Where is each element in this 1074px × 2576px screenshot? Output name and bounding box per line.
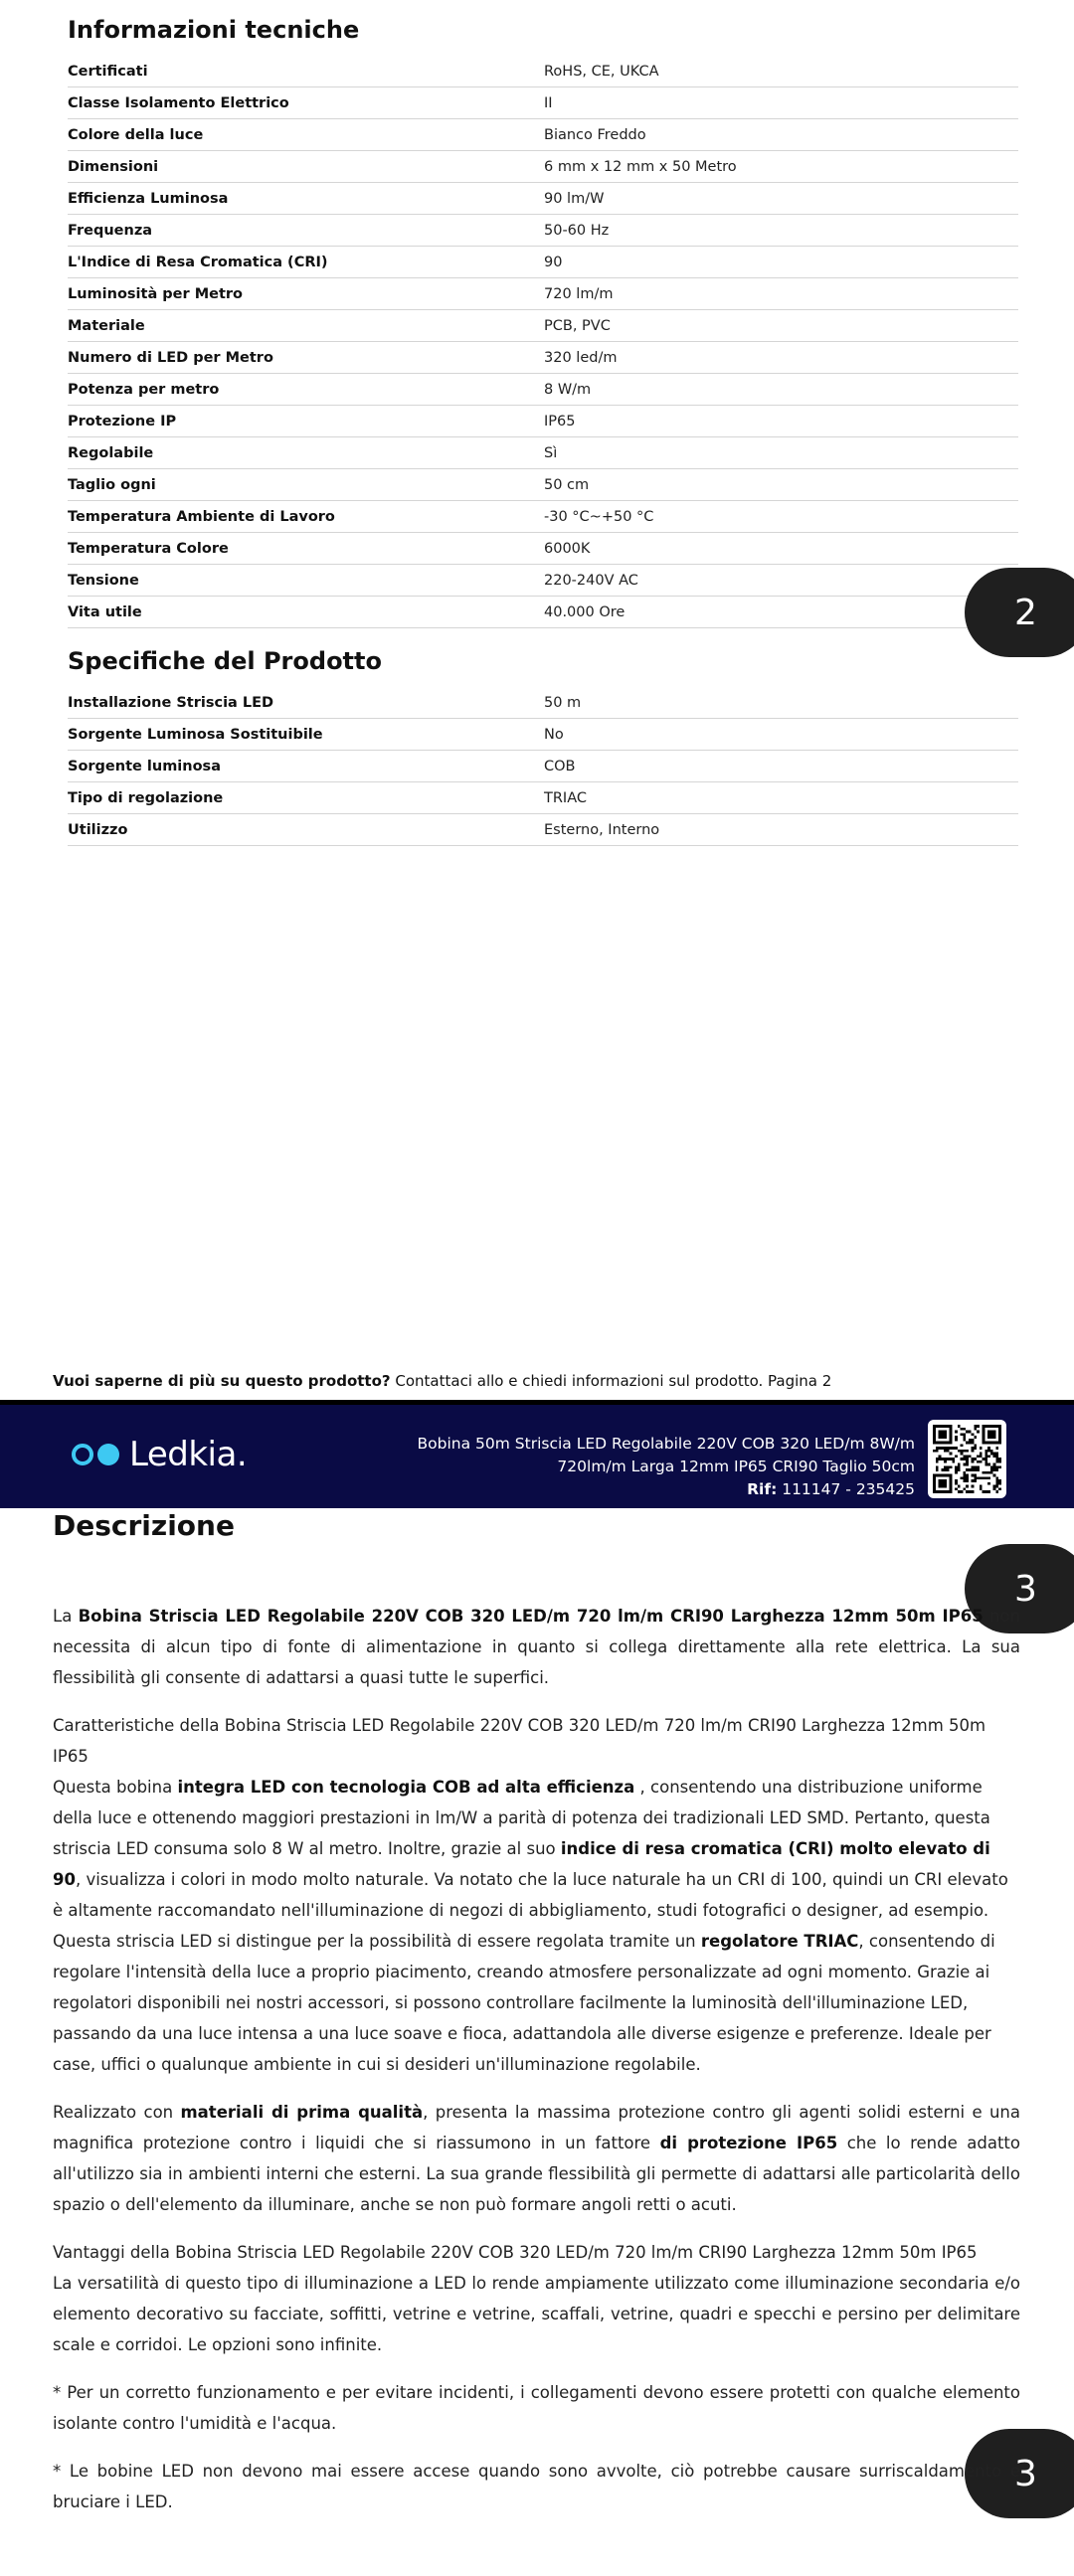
features-heading: Caratteristiche della Bobina Striscia LED Regolabile 220V COB 320 LED/m 720 lm/m CRI90 Larghezza 12mm 50m IP65 (53, 1716, 986, 1766)
spec-value: 320 led/m (544, 349, 618, 366)
spec-label: Tipo di regolazione (68, 789, 224, 806)
spec-label: Sorgente Luminosa Sostituibile (68, 726, 323, 743)
spec-label: Regolabile (68, 444, 154, 461)
description-paragraph: Vantaggi della Bobina Striscia LED Regolabile 220V COB 320 LED/m 720 lm/m CRI90 Larghezza 12mm 50m IP65 La versatilità di questo tipo di illuminazione a LED lo rende ampiamente utilizzato come illuminazione secondaria e/o elemento decorativo su facciate, soffitti, vetrine e vetrine, scaffali, vetrine, quadri e specchi e persino per delimitare scale e corridoi. Le opzioni sono infinite. (53, 2243, 1020, 2354)
spec-label: Installazione Striscia LED (68, 694, 274, 711)
spec-value: 50 cm (544, 476, 590, 493)
ref-label: Rif: (747, 1480, 778, 1498)
technical-info-row (68, 565, 1018, 597)
description-title: Descrizione (53, 1509, 235, 1542)
technical-info-row (68, 310, 1018, 342)
contact-footer (53, 1372, 831, 1390)
page-number-badge: 3 (965, 1544, 1074, 1633)
technical-info-row (68, 183, 1018, 215)
technical-info-title: Informazioni tecniche (68, 16, 360, 44)
spec-label: Numero di LED per Metro (68, 349, 273, 366)
spec-value: 8 W/m (544, 381, 592, 398)
spec-label: Temperatura Ambiente di Lavoro (68, 508, 335, 525)
spec-label: Vita utile (68, 603, 142, 620)
technical-info-row (68, 437, 1018, 469)
technical-info-row (68, 119, 1018, 151)
contact-text: Contattaci allo e chiedi informazioni sul prodotto. Pagina 2 (390, 1372, 832, 1390)
product-spec-row (68, 687, 1018, 719)
spec-label: Efficienza Luminosa (68, 190, 229, 207)
spec-value: II (544, 94, 553, 111)
technical-info-row (68, 501, 1018, 533)
technical-info-row (68, 151, 1018, 183)
logo-ring-icon (72, 1444, 93, 1465)
product-specs-table (68, 687, 1018, 846)
page-header (0, 1400, 1074, 1508)
spec-label: Potenza per metro (68, 381, 220, 398)
spec-value: 40.000 Ore (544, 603, 626, 620)
technical-info-row (68, 469, 1018, 501)
spec-value: Esterno, Interno (544, 821, 660, 838)
spec-value: RoHS, CE, UKCA (544, 63, 659, 80)
technical-info-row (68, 406, 1018, 437)
spec-value: 720 lm/m (544, 285, 614, 302)
spec-value: 220-240V AC (544, 572, 638, 589)
spec-value: 90 (544, 254, 563, 270)
technical-info-row (68, 87, 1018, 119)
spec-value: COB (544, 758, 576, 774)
spec-value: IP65 (544, 413, 576, 429)
description-paragraph: Caratteristiche della Bobina Striscia LED Regolabile 220V COB 320 LED/m 720 lm/m CRI90 Larghezza 12mm 50m IP65 Questa bobina integra LED con tecnologia COB ad alta efficienza , consentendo una distribuzione uniforme della luce e ottenendo maggiori prestazioni in lm/W a parità di potenza dei tradizionali LED SMD. Pertanto, questa striscia LED consuma solo 8 W al metro. Inoltre, grazie al suo indice di resa cromatica (CRI) molto elevato di 90, visualizza i colori in modo molto naturale. Va notato che la luce naturale ha un CRI di 100, quindi un CRI elevato è altamente raccomandato nell'illuminazione di negozi di abbigliamento, studi fotografici o designer, ad esempio. Questa striscia LED si distingue per la possibilità di essere regolata tramite un regolatore TRIAC, consentendo di regolare l'intensità della luce a proprio piacimento, creando atmosfere personalizzate ad ogni momento. Grazie ai regolatori disponibili nei nostri accessori, si possono controllare facilmente la luminosità dell'illuminazione LED, passando da una luce intensa a una luce soave e fioca, adattandola alle diverse esigenze e preferenze. Ideale per case, uffici o qualunque ambiente in cui si desideri un'illuminazione regolabile. (53, 1716, 1008, 2074)
contact-question: Vuoi saperne di più su questo prodotto? (53, 1372, 391, 1390)
description-paragraph: La Bobina Striscia LED Regolabile 220V COB 320 LED/m 720 lm/m CRI90 Larghezza 12mm 50m IP65 non necessita di alcun tipo di fonte di alimentazione in quanto si collega direttamente alla rete elettrica. La sua flessibilità gli consente di adattarsi a quasi tutte le superfici. (53, 1607, 1020, 1687)
technical-info-row (68, 56, 1018, 87)
product-specs-title: Specifiche del Prodotto (68, 647, 382, 675)
spec-value: 6000K (544, 540, 591, 557)
spec-label: Colore della luce (68, 126, 204, 143)
product-spec-row (68, 814, 1018, 846)
ref-value: 111147 - 235425 (777, 1480, 915, 1498)
technical-info-row (68, 374, 1018, 406)
spec-value: -30 °C~+50 °C (544, 508, 654, 525)
technical-info-section (68, 16, 1018, 628)
page-number-badge: 2 (965, 568, 1074, 657)
spec-label: Utilizzo (68, 821, 128, 838)
spec-label: Tensione (68, 572, 139, 589)
spec-label: Temperatura Colore (68, 540, 229, 557)
technical-info-row (68, 247, 1018, 278)
spec-label: Dimensioni (68, 158, 159, 175)
spec-label: Sorgente luminosa (68, 758, 221, 774)
technical-info-row (68, 342, 1018, 374)
spec-label: Taglio ogni (68, 476, 156, 493)
spec-value: No (544, 726, 564, 743)
product-name-line2: 720lm/m Larga 12mm IP65 CRI90 Taglio 50cm (557, 1458, 915, 1475)
spec-value: 90 lm/W (544, 190, 605, 207)
qr-code-icon (928, 1420, 1006, 1498)
technical-info-row (68, 533, 1018, 565)
product-specs-section (68, 647, 1018, 846)
spec-value: 50-60 Hz (544, 222, 610, 239)
spec-value: 50 m (544, 694, 582, 711)
advantages-heading: Vantaggi della Bobina Striscia LED Regolabile 220V COB 320 LED/m 720 lm/m CRI90 Larghezza 12mm 50m IP65 (53, 2243, 978, 2262)
spec-label: Frequenza (68, 222, 153, 239)
spec-label: Classe Isolamento Elettrico (68, 94, 289, 111)
product-name-line1: Bobina 50m Striscia LED Regolabile 220V COB 320 LED/m 8W/m (417, 1435, 915, 1453)
description-note: * Per un corretto funzionamento e per evitare incidenti, i collegamenti devono essere protetti con qualche elemento isolante contro l'umidità e l'acqua. (53, 2383, 1020, 2433)
spec-value: PCB, PVC (544, 317, 611, 334)
logo-text: Ledkia. (129, 1435, 248, 1474)
product-spec-row (68, 751, 1018, 782)
spec-value: TRIAC (544, 789, 587, 806)
spec-value: 6 mm x 12 mm x 50 Metro (544, 158, 737, 175)
description-note: * Le bobine LED non devono mai essere accese quando sono avvolte, ciò potrebbe causare surriscaldamento e bruciare i LED. (53, 2462, 1020, 2511)
technical-info-row (68, 278, 1018, 310)
logo-dot-icon (97, 1444, 119, 1465)
page-number-badge: 3 (965, 2429, 1074, 2518)
description-body (53, 1601, 1020, 2534)
spec-label: Certificati (68, 63, 148, 80)
product-spec-row (68, 782, 1018, 814)
description-paragraph: Realizzato con materiali di prima qualità, presenta la massima protezione contro gli agenti solidi esterni e una magnifica protezione contro i liquidi che si riassumono in un fattore di protezione IP65 che lo rende adatto all'utilizzo sia in ambienti interni che esterni. La sua grande flessibilità gli permette di adattarsi alle particolarità dello spazio o dell'elemento da illuminare, anche se non può formare angoli retti o acuti. (53, 2103, 1020, 2214)
product-spec-row (68, 719, 1018, 751)
product-ref (418, 1478, 915, 1501)
spec-label: Materiale (68, 317, 145, 334)
product-header-info (418, 1433, 915, 1501)
spec-value: Sì (544, 444, 558, 461)
spec-value: Bianco Freddo (544, 126, 646, 143)
technical-info-row (68, 215, 1018, 247)
technical-info-table (68, 56, 1018, 628)
spec-label: Protezione IP (68, 413, 177, 429)
spec-label: Luminosità per Metro (68, 285, 244, 302)
spec-label: L'Indice di Resa Cromatica (CRI) (68, 254, 328, 270)
ledkia-logo (72, 1435, 247, 1474)
technical-info-row (68, 597, 1018, 628)
